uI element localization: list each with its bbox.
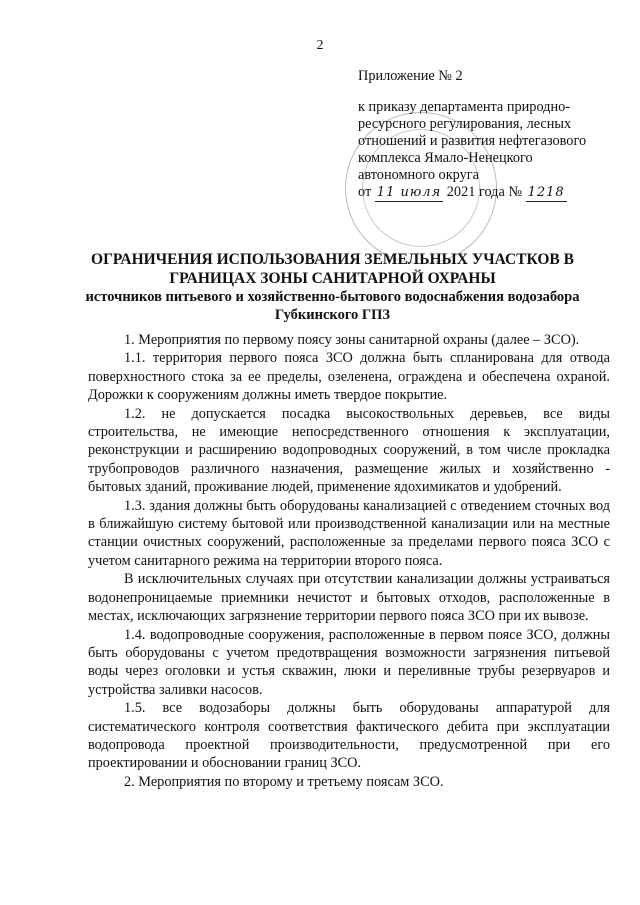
document-heading [60, 250, 605, 324]
heading-title: ОГРАНИЧЕНИЯ ИСПОЛЬЗОВАНИЯ ЗЕМЕЛЬНЫХ УЧАСТКОВ В ГРАНИЦАХ ЗОНЫ САНИТАРНОЙ ОХРАНЫ [91, 251, 574, 287]
appendix-line: к приказу департамента природно- [358, 99, 571, 115]
paragraph: 1.1. территория первого пояса ЗСО должна быть спланирована для отвода поверхностного стока за ее пределы, озеленена, ограждена и обеспечена охраной. Дорожки к сооружениям должны иметь твердое покрытие. [88, 350, 610, 404]
appendix-line: автономного округа [358, 167, 479, 183]
paragraph: В исключительных случаях при отсутствии канализации должны устраиваться водонепроницаемые приемники нечистот и бытовых отходов, расположенные в местах, исключающих загрязнение территории первого пояса ЗСО при их вывозе. [88, 571, 610, 625]
heading-subtitle: источников питьевого и хозяйственно-бытового водоснабжения водозабора Губкинского ГПЗ [85, 289, 580, 323]
appendix-line: ресурсного регулирования, лесных [358, 116, 572, 132]
paragraph: 1.5. все водозаборы должны быть оборудованы аппаратурой для систематического контроля соответствия фактического дебита при эксплуатации водопровода проектной производительности, предусмотренной при его проектировании и обосновании границ ЗСО. [88, 700, 610, 772]
handwritten-date: 11 июля [376, 185, 442, 200]
page-number: 2 [316, 38, 324, 53]
paragraph: 1.3. здания должны быть оборудованы канализацией с отведением сточных вод в ближайшую систему бытовой или производственной канализации или на местные станции очистных сооружений, расположенные за пределами первого пояса ЗСО с учетом санитарного режима на территории второго пояса. [88, 497, 610, 569]
paragraph: 2. Мероприятия по второму и третьему поясам ЗСО. [124, 773, 444, 790]
appendix-block [358, 68, 618, 202]
appendix-title: Приложение № 2 [358, 68, 463, 84]
paragraph: 1.4. водопроводные сооружения, расположенные в первом поясе ЗСО, должны быть оборудованы с учетом предотвращения возможности загрязнения питьевой воды через оголовки и устья скважин, люки и переливные трубы резервуаров и устройства заливки насосов. [88, 626, 610, 698]
date-prefix: от [358, 184, 372, 200]
date-year: 2021 года № [446, 184, 523, 200]
order-date-line [358, 184, 618, 202]
appendix-line: комплекса Ямало-Ненецкого [358, 150, 533, 166]
appendix-line: отношений и развития нефтегазового [358, 133, 587, 149]
handwritten-order-number: 1218 [527, 185, 565, 200]
paragraph: 1. Мероприятия по первому поясу зоны санитарной охраны (далее – ЗСО). [124, 332, 580, 348]
document-body [88, 330, 610, 791]
paragraph: 1.2. не допускается посадка высокоствольных деревьев, все виды строительства, не имеющие непосредственного отношения к эксплуатации, реконструкции и расширению водопроводных сооружений, в том числе прокладка трубопроводов различного назначения, размещение жилых и хозяйственно - бытовых зданий, проживание людей, применение ядохимикатов и удобрений. [88, 405, 610, 496]
